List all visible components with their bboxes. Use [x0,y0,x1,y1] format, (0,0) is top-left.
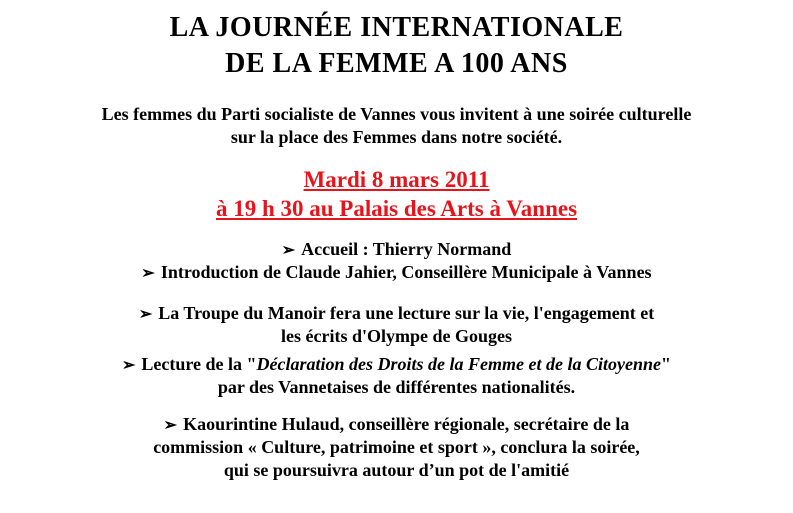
event-date: Mardi 8 mars 2011 [303,167,490,192]
program-item-5 [0,415,793,434]
program-item-4-continued: par des Vannetaises de différentes nationalités. [217,377,576,397]
declaration-title: Déclaration des Droits de la Femme et de la Citoyenne [256,354,661,374]
intro-line-2: sur la place des Femmes dans notre société. [230,127,563,147]
program-item-3 [0,304,793,323]
program-item-2 [0,263,793,282]
program-item-1 [0,240,793,259]
event-time-place: à 19 h 30 au Palais des Arts à Vannes [215,196,578,221]
program-item-5-text: Kaourintine Hulaud, conseillère régionale, secrétaire de la [183,414,630,434]
program-item-5-continued-1: commission « Culture, patrimoine et sport », conclura la soirée, [153,437,640,457]
program-item-4 [0,355,793,374]
program-item-4-prefix: Lecture de la " [141,354,257,374]
title-line-2: DE LA FEMME A 100 ANS [225,48,568,79]
program-item-4-suffix: " [661,354,671,374]
program-item-3-text: La Troupe du Manoir fera une lecture sur la vie, l'engagement et [158,303,655,323]
arrow-bullet-icon: ➢ [281,242,296,259]
program-item-1-text: Accueil : Thierry Normand [301,239,512,259]
arrow-bullet-icon: ➢ [121,357,136,374]
arrow-bullet-icon: ➢ [163,417,178,434]
arrow-bullet-icon: ➢ [141,265,155,282]
intro-line-1: Les femmes du Parti socialiste de Vannes vous invitent à une soirée culturelle [101,104,692,124]
arrow-bullet-icon: ➢ [138,306,153,323]
program-item-5-continued-2: qui se poursuivra autour d’un pot de l'amitié [223,460,570,480]
program-item-3-continued: les écrits d'Olympe de Gouges [281,326,512,346]
program-item-2-text: Introduction de Claude Jahier, Conseillère Municipale à Vannes [160,262,652,282]
title-line-1: LA JOURNÉE INTERNATIONALE [169,12,624,43]
